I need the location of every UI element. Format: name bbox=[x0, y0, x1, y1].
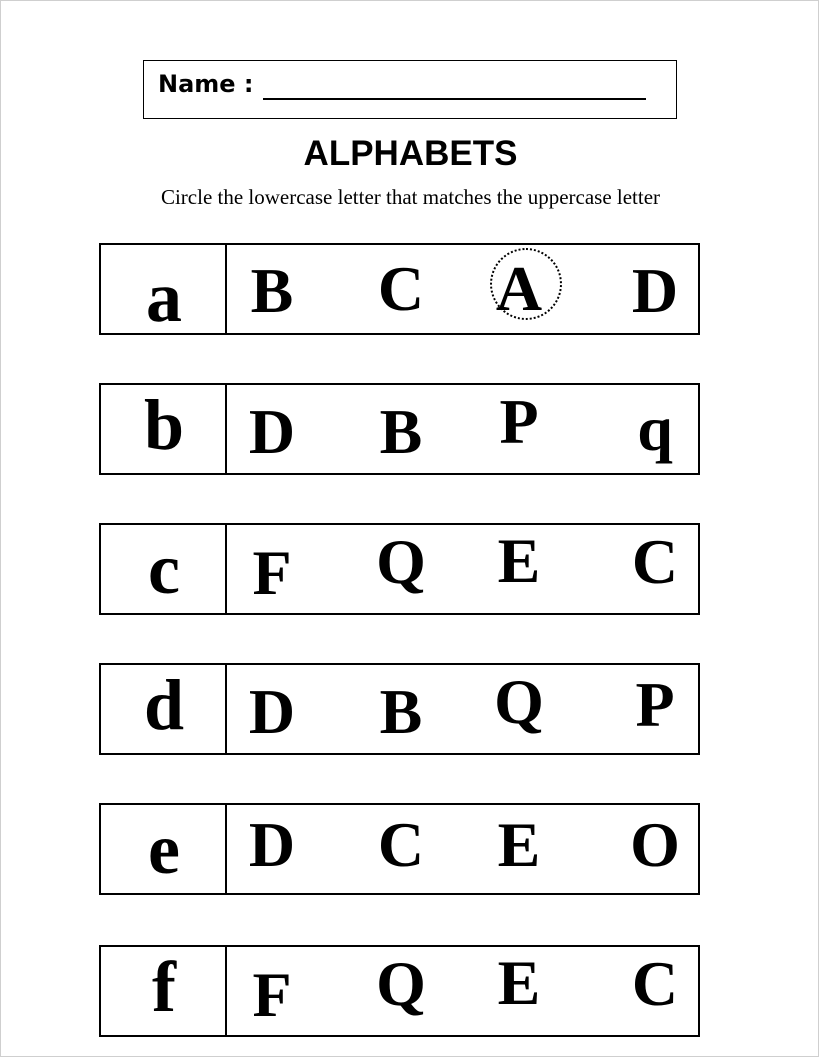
letter-option[interactable]: Q bbox=[376, 948, 426, 1019]
worksheet-title: ALPHABETS bbox=[303, 134, 518, 173]
letter-option[interactable]: O bbox=[630, 809, 680, 880]
letter-option[interactable]: E bbox=[497, 525, 541, 596]
letter-option[interactable]: D bbox=[631, 255, 679, 326]
letter-option[interactable]: C bbox=[377, 809, 425, 880]
lowercase-letter: d bbox=[143, 665, 185, 745]
letter-option[interactable]: E bbox=[497, 809, 541, 880]
letter-row-e bbox=[99, 803, 700, 895]
letter-option[interactable]: C bbox=[377, 253, 425, 324]
name-write-line[interactable] bbox=[263, 98, 646, 100]
lowercase-letter: f bbox=[152, 947, 176, 1027]
letter-option[interactable]: F bbox=[252, 537, 292, 608]
letter-option[interactable]: q bbox=[637, 393, 673, 464]
letter-option[interactable]: E bbox=[497, 947, 541, 1018]
letter-option[interactable]: P bbox=[635, 669, 675, 740]
letter-option[interactable]: D bbox=[248, 676, 296, 747]
letter-option[interactable]: B bbox=[250, 255, 294, 326]
letter-option[interactable]: B bbox=[379, 676, 423, 747]
letter-option[interactable]: C bbox=[631, 526, 679, 597]
lowercase-letter: b bbox=[143, 385, 185, 465]
letter-option[interactable]: Q bbox=[376, 526, 426, 597]
letter-option[interactable]: D bbox=[248, 396, 296, 467]
letter-row-f bbox=[99, 945, 700, 1037]
letter-row-d bbox=[99, 663, 700, 755]
letter-option[interactable]: F bbox=[252, 959, 292, 1030]
lowercase-letter: a bbox=[146, 257, 182, 337]
letter-row-c bbox=[99, 523, 700, 615]
worksheet-instructions: Circle the lowercase letter that matches the uppercase letter bbox=[160, 185, 661, 209]
lowercase-letter: c bbox=[148, 529, 180, 609]
letter-option[interactable]: Q bbox=[494, 666, 544, 737]
letter-option[interactable]: D bbox=[248, 809, 296, 880]
name-box bbox=[143, 60, 677, 119]
letter-option-circled[interactable]: A bbox=[495, 253, 543, 324]
lowercase-letter: e bbox=[148, 809, 180, 889]
letter-option[interactable]: P bbox=[499, 386, 539, 457]
letter-option[interactable]: B bbox=[379, 396, 423, 467]
letter-row-b bbox=[99, 383, 700, 475]
letter-option[interactable]: C bbox=[631, 948, 679, 1019]
name-label: Name : bbox=[158, 70, 254, 98]
letter-row-a bbox=[99, 243, 700, 335]
